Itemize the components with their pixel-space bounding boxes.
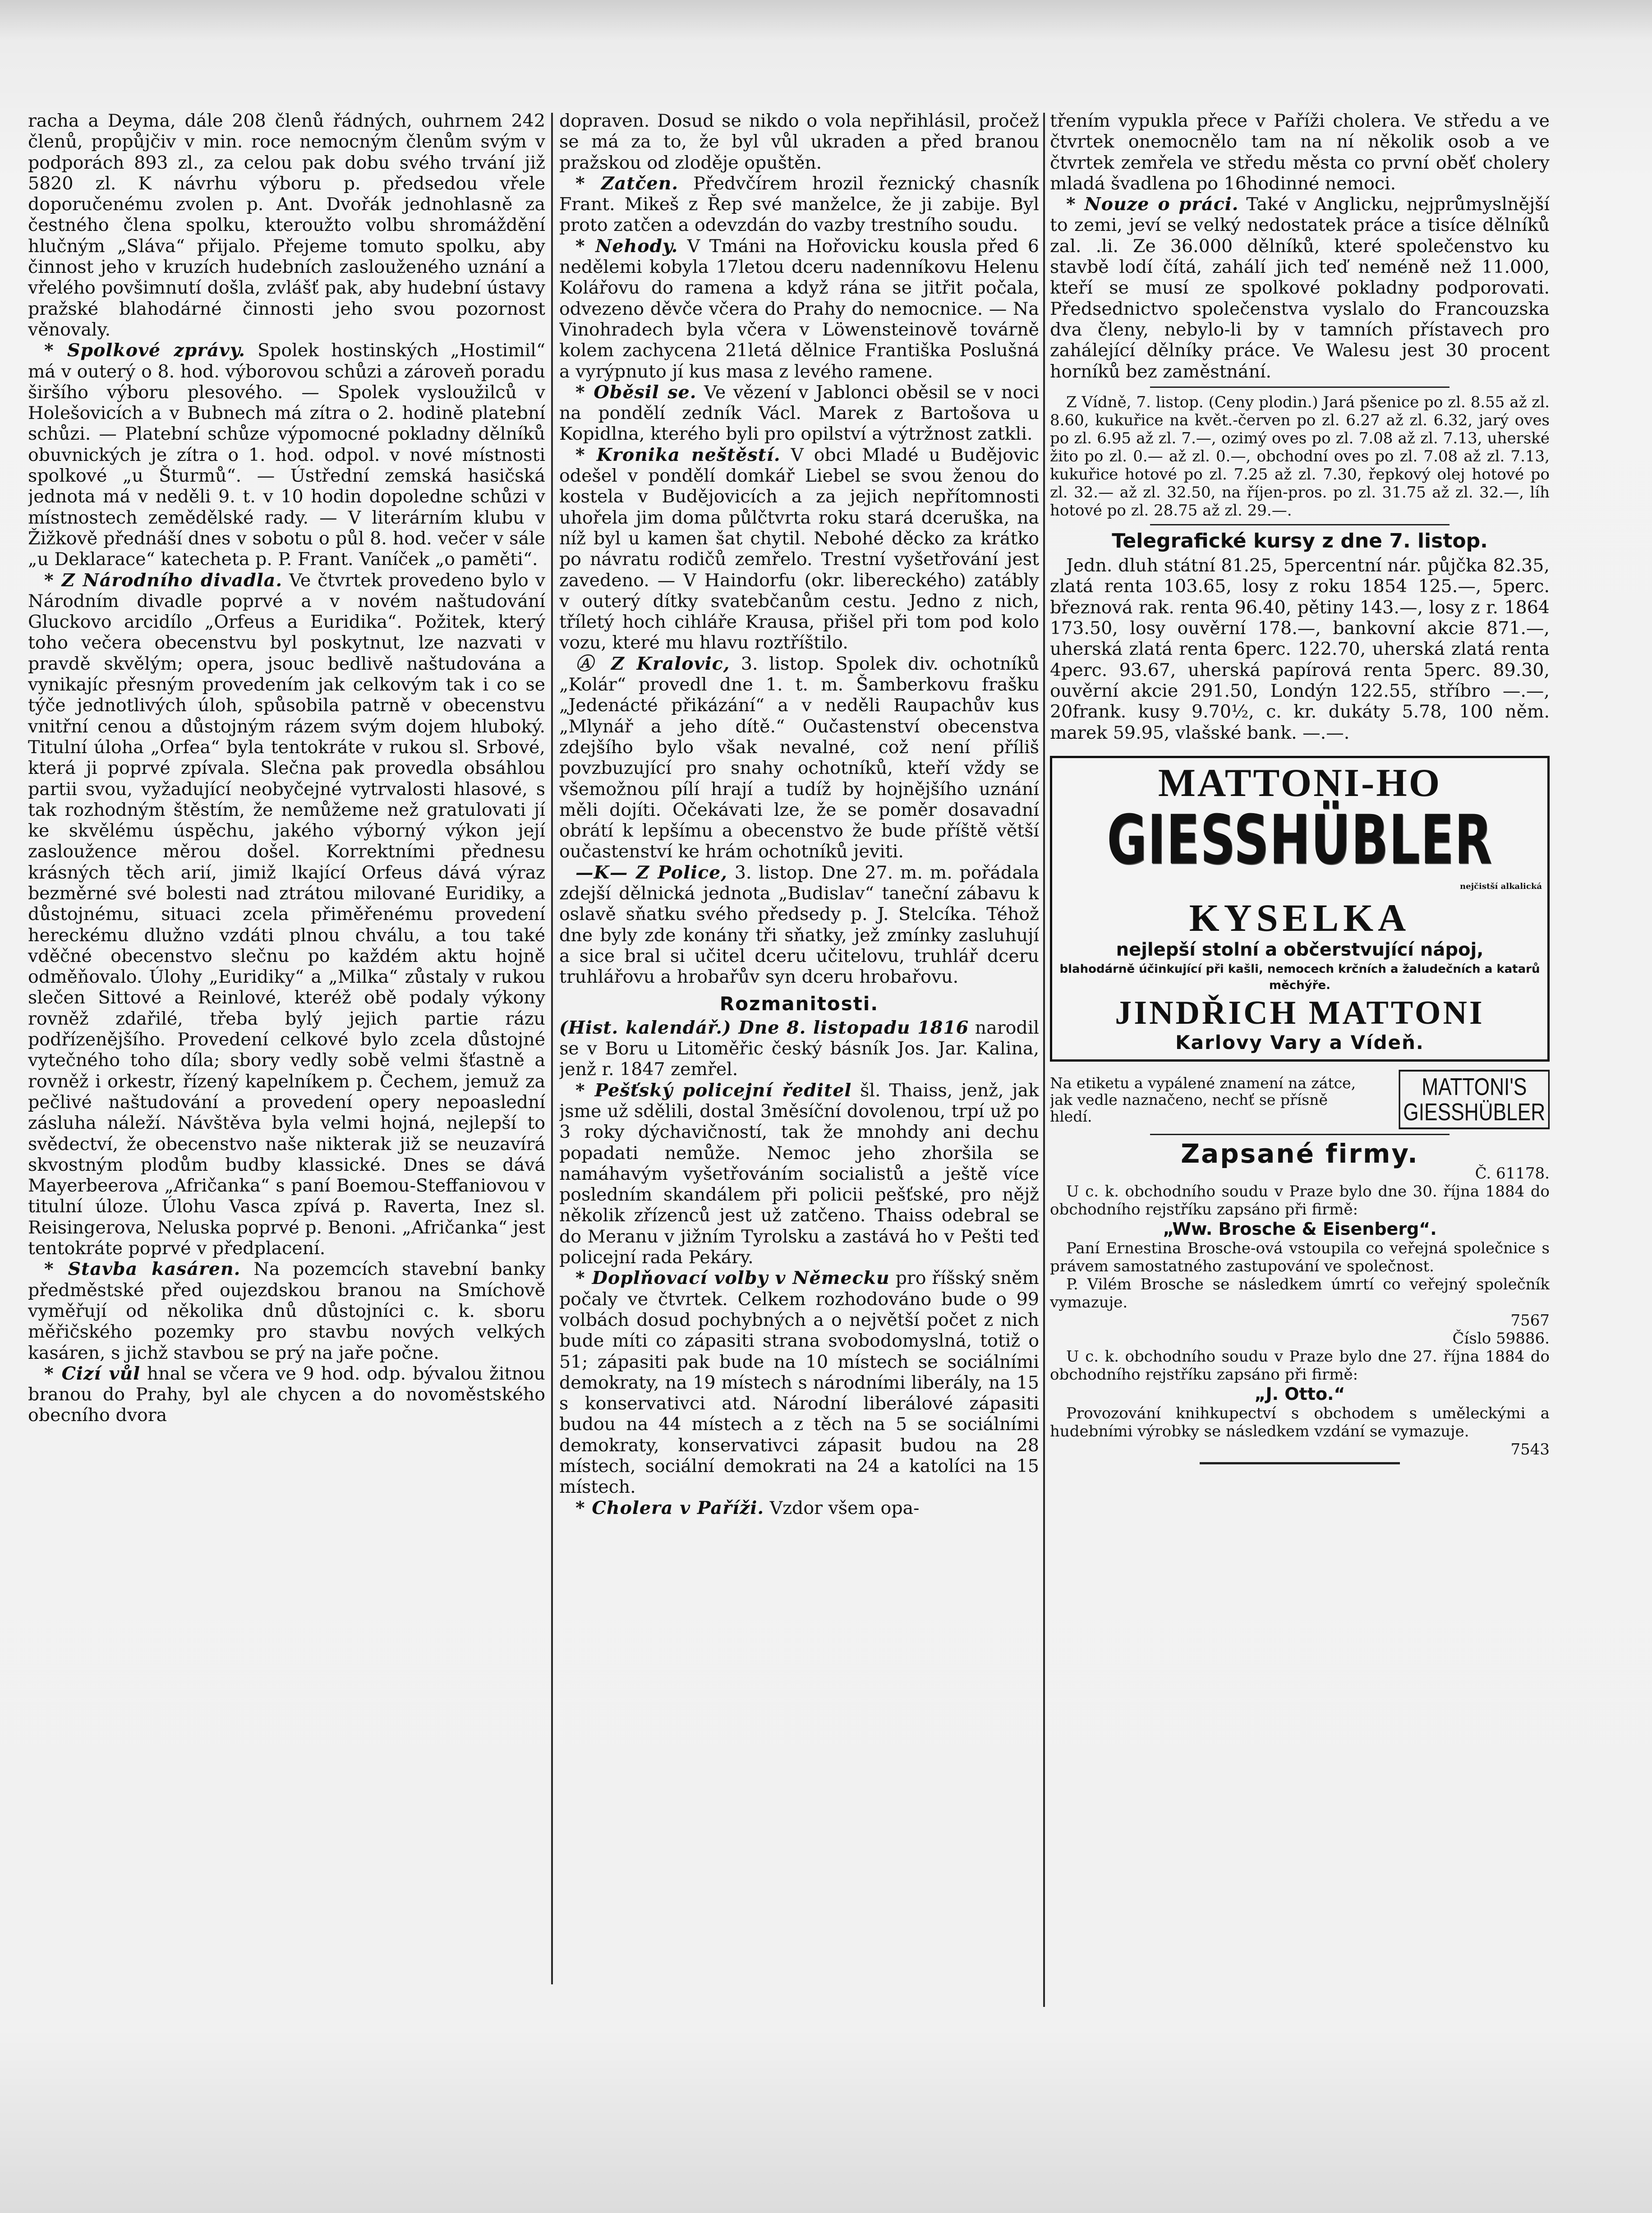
news-item-body: Ve vězení v Jablonci oběsil se v noci na pondělí zedník Václ. Marek z Bartošova u Kopidlna, kterého byli pro opilství a výtržnost zatkli. (559, 382, 1039, 445)
news-item-body: V Tmáni na Hořovicku kousla před 6 nedělemi kobyla 17letou dceru nadenníkovu Helenu Kolářovu do ramena a když rána se jitřit počala, odvezeno děvče včera do Prahy do nemocnice. — Na Vinohradech byla včera v Löwensteinově továrně kolem zachycena 21letá dělnice Františka Poslušná a vyrýpnuto jí kus masa z levého ramene. (559, 235, 1039, 382)
news-item-body: narodil se v Boru u Litoměřic český básník Jos. Jar. Kalina, jenž r. 1847 zemřel. (559, 1017, 1039, 1080)
firm-entry: U c. k. obchodního soudu v Praze bylo dne 30. října 1884 do obchodního rejstříku zapsáno při firmě: (1050, 1182, 1550, 1219)
news-item (559, 445, 1039, 653)
divider (1150, 524, 1450, 525)
news-item-lead: * Stavba kasáren. (44, 1259, 241, 1280)
column-rule (1043, 113, 1045, 2007)
column-rule (551, 113, 553, 1984)
news-item (559, 1268, 1039, 1497)
news-item-body: Předvčírem hrozil řeznický chasník Frant. Mikeš z Řep své manželce, že ji zabije. Byl proto zatčen a odevzdán do vazby trestního soudu. (559, 173, 1039, 236)
ad-owner: JINDŘICH MATTONI (1115, 994, 1485, 1032)
column-2 (559, 110, 1039, 2122)
news-item-lead: Ⓐ Z Kralovic, (575, 653, 730, 674)
news-item-lead: * Z Národního divadla. (44, 570, 283, 591)
news-item-body: Na pozemcích stavební banky předměstské před oujezdskou branou na Smíchově vyměřují od několika dnů důstojníci c. k. sboru měřičského pozemky pro stavbu nových velkých kasáren, s jichž stavbou se prý na jaře počne. (28, 1259, 545, 1363)
news-item-body: Vzdor všem opa- (769, 1497, 920, 1518)
news-item (559, 1017, 1039, 1080)
firm-name: „J. Otto.“ (1254, 1384, 1345, 1404)
label-box (1399, 1070, 1550, 1129)
firm-name: „Ww. Brosche & Eisenberg“. (1163, 1219, 1437, 1239)
section-heading: Rozmanitosti. (719, 993, 879, 1015)
news-item (28, 1259, 545, 1363)
ad-brand-top: MATTONI-HO (1158, 761, 1442, 805)
firm-code: 7543 (1510, 1440, 1550, 1459)
news-item-body: Také v Anglicku, nejprůmyslnější to zemi, jeví se velký nedostatek práce a tisíce dělníků zal. .li. Ze 36.000 dělníků, které společenstvo ku stavbě lodí čítá, zahálí jich teď neméně než 11.000, kteří se musí ze spolkové pokladny podporovati. Předsednictvo společenstva vyslalo do Francouzska dva členy, nebylo-li by v tamních přístavech pro zahálející dělníky práce. Ve Walesu jest 30 procent horníků bez zaměstnání. (1050, 194, 1550, 382)
ad-description: blahodárně účinkující při kašli, nemocech krčních a žaludečních a katarů měchýře. (1059, 962, 1540, 993)
news-item (28, 570, 545, 1259)
news-item-lead: * Pešťský policejní ředitel (575, 1080, 852, 1101)
news-item-lead: * Cholera v Paříži. (575, 1497, 764, 1518)
divider (1150, 1134, 1450, 1135)
label-notice (1050, 1070, 1550, 1129)
divider (1150, 386, 1450, 388)
news-item (559, 1498, 1039, 1518)
news-item-lead: —K— Z Police, (575, 862, 728, 883)
news-item-lead: * Kronika neštěstí. (575, 444, 781, 465)
news-item (28, 1363, 545, 1426)
telegraph-title: Telegrafické kursy z dne 7. listop. (1112, 529, 1488, 552)
news-item-lead: * Zatčen. (575, 173, 679, 194)
mattoni-advertisement (1050, 756, 1550, 1062)
ad-city: Karlovy Vary a Vídeň. (1175, 1031, 1424, 1054)
news-item (1050, 194, 1550, 382)
news-item-body: třením vypukla přece v Paříži cholera. Ve středu a ve čtvrtek onemocnělo tam na ní několik osob a ve čtvrtek zemřela ve středu města co první oběť cholery mladá švadlena po 16hodinné nemoci. (1050, 110, 1550, 194)
column-3 (1050, 110, 1550, 2122)
news-item-lead: * Spolkové zprávy. (44, 340, 245, 361)
label-box-line1: MATTONI'S (1422, 1073, 1527, 1101)
news-item-lead: * Nouze o práci. (1066, 194, 1239, 215)
news-item-body: hnal se včera ve 9 hod. odp. bývalou žitnou branou do Prahy, byl ale chycen a do novoměstského obecního dvora (28, 1363, 545, 1426)
end-rule (1200, 1462, 1399, 1464)
ad-brand-big: GIESSHÜBLER (1107, 801, 1493, 879)
news-item (559, 110, 1039, 173)
firm-entry: Paní Ernestina Brosche-ová vstoupila co veřejná společnice s právem samostatného zastupování ve společnost. (1050, 1239, 1550, 1276)
news-item-body: Ve čtvrtek provedeno bylo v Národním divadle poprvé a v novém naštudování Gluckovo arcidílo „Orfeus a Euridika“. Požitek, který toho večera obecenstvu byl poskytnut, lze nazvati v pravdě skvělým; opera, jsouc bedlivě naštudována a vynikajíc přesným provedením jak celkovým tak i co se týče jednotlivých úloh, spůsobila patrně v obecenstvu vnitřní cenou a důstojným rázem svým dojem hluboký. Titulní úloha „Orfea“ byla tentokráte v rukou sl. Srbové, která ji poprvé zpívala. Slečna pak provedla obsáhlou partii svou, vyžadující neobyčejné vytrvalosti hlasové, s tak rozhodným štěstím, že nemůžeme než gratulovati jí ke skvělému úspěchu, jakého výborný výkon její zasloužence měrou došel. Korrektními přednesu krásných těch arií, jimiž lkající Orfeus dává výraz bezměrné své bolesti nad ztrátou milované Euridiky, a důstojnému, situaci zcela přiměřenému provedení hereckému dlužno vzdáti plnou chválu, a tou také vděčné obecenstvo slečnu po každém aktu hojně odměňovalo. Úlohy „Euridiky“ a „Milka“ zůstaly v rukou slečen Sittové a Reinlové, kteréž obě podaly výkony rovněž zdařilé, třeba bylý jejich partie rázu podřízenějšího. Provedení celkové bylo zcela důstojné vytečného toho díla; sbory vedly sobě velmi šťastně a rovněž i orkestr, řízený kapelníkem p. Čechem, jemuž za pečlivé naštudování a provedení opery nepoaslední zásluha náleží. Návštěva byla velmi hojná, nejlepší to svědectví, že obecenstvo naše nikterak již se neuzavírá skvostným plodům budby klassické. Dnes se dává Mayerbeerova „Afričanka“ s paní Boemou-Steffaniovou v titulní úloze. Úlohu Vasca zpívá p. Raverta, Inez sl. Reisingerova, Neluska poprvé p. Benoni. „Afričanka“ jest tentokráte poprvé v předplacení. (28, 570, 545, 1259)
news-item-lead: (Hist. kalendář.) Dne 8. listopadu 1816 (559, 1017, 969, 1038)
ad-tiny-note: nejčistší alkalická (1460, 881, 1542, 891)
news-item-body: racha a Deyma, dále 208 členů řádných, ouhrnem 242 členů, propůjčiv v min. roce nemocným členům svým v podporách 893 zl., za celou pak dobu svého trvání již 5820 zl. K návrhu výboru p. předsedou vřele doporučenému zvolen p. Ant. Dvořák jednohlasně za čestného člena spolku, kteroužto volbu shromáždění hlučným „Sláva“ přijalo. Přejeme tomuto spolku, aby činnost jeho v kruzích hudebních zaslouženého uznání a vřelého povšimnutí došla, zvlášť pak, aby hudební ústavy pražské blahodárné činnosti jeho svou pozornost věnovaly. (28, 110, 545, 340)
news-item-lead: * Cizí vůl (44, 1363, 141, 1384)
news-item-body: Spolek hostinských „Hostimil“ má v outerý o 8. hod. výborovou schůzi a zároveň poradu širšího výboru plesového. — Spolek vysloužilců v Holešovicích a v Bubnech má zítra o 2. hodině platební schůzi. — Platební schůze výpomocné pokladny dělníků obuvnických je zítra o 1. hod. odpol. v nové místnosti spolkové „u Šturmů“. — Ústřední zemská hasičská jednota má v neděli 9. t. v 10 hodin dopoledne schůzi v místnostech zemědělské rady. — V literárním klubu v Žižkově přednáší dnes v sobotu o půl 8. hod. večer v sále „u Deklarace“ katecheta p. P. Frant. Vaníček „o paměti“. (28, 340, 545, 570)
firm-entry: Provozování knihkupectví s obchodem s uměleckými a hudebními výrobky se následkem vzdání se vymazuje. (1050, 1404, 1550, 1441)
news-item (28, 340, 545, 570)
news-item (559, 236, 1039, 382)
news-item-body: V obci Mladé u Budějovic odešel v pondělí domkář Liebel se svou ženou do kostela v Budějovicích a za jejich nepřítomnosti uhořela jim doma půlčtvrta roku stará dceruška, na níž byl u kamen šat chytil. Nebohé děcko za krátko po návratu rodičů zemřelo. Trestní vyšetřování jest zavedeno. — V Haindorfu (okr. libereckého) zatábly v outerý dítky svatebčanům cestu. Jedno z nich, tříletý hoch cihláře Krausa, přišel při tom pod kolo vozu, které mu hlavu roztříštilo. (559, 444, 1039, 653)
news-item (559, 653, 1039, 862)
news-item-lead: * Doplňovací volby v Německu (575, 1268, 890, 1289)
news-item-body: 3. listop. Dne 27. m. m. pořádala zdejší dělnická jednota „Budislav“ taneční zábavu k oslavě sňatku svého předsedy p. J. Stelcíka. Téhož dne byly zde konány tři sňatky, jež zmínky zasluhují a sice bral si učitel dceru učitelovu, truhlář dceru truhlářovu a hrobařův syn dceru hrobařovu. (559, 862, 1039, 988)
news-item (1050, 110, 1550, 194)
news-item-body: šl. Thaiss, jenž, jak jsme už sdělili, dostal 3měsíční dovolenou, trpí už po 3 roky dýchavičností, tak že mnohdy ani dechu popadati nemůže. Nemoc jeho zhoršila se namáhavým vyšetřováním socialistů a ještě více posledním skandálem při policii pešťské, pro nějž několik zřízenců jest už zatčeno. Thaiss odebral se do Meranu v jižním Tyrolsku a zastává ho v Pešti teď policejní rada Pekáry. (559, 1080, 1039, 1268)
news-item-body: 3. listop. Spolek div. ochotníků „Kolár“ provedl dne 1. t. m. Šamberkovu frašku „Jedenácté přikázání“ a v neděli Raupachův kus „Mlynář a jeho dítě.“ Oučastenství obecenstva zdejšího bylo však nevalné, což není příliš povzbuzující pro snahy ochotníků, kteří vždy se všemožnou pílí hrají a tudíž by hojnějšího uznání měli dojíti. Očekávati lze, že se poměr dosavadní obrátí k lepšímu a obecenstvo že bude příště větší oučastenství ke hrám ochotníků jeviti. (559, 653, 1039, 862)
news-item-lead: * Nehody. (575, 235, 678, 257)
firms-title: Zapsané firmy. (1181, 1138, 1419, 1169)
telegraph-rates: Jedn. dluh státní 81.25, 5percentní nár. půjčka 82.35, zlatá renta 103.65, losy z roku 1854 125.—, 5perc. březnová rak. renta 96.40, pětiny 143.—, losy z r. 1864 173.50, losy ouvěrní 178.—, bankovní akcie 871.—, uherská zlatá renta 6perc. 122.70, uherská zlatá renta 4perc. 93.67, uherská papírová renta 5perc. 89.30, ouvěrní akcie 291.50, Londýn 122.55, stříbro —.—, 20frank. kusy 9.70½, c. kr. dukáty 5.78, 100 něm. marek 59.95, vlašské bank. —.—. (1050, 555, 1550, 743)
news-item (28, 110, 545, 340)
firm-entry: P. Vilém Brosche se následkem úmrtí co veřejný společník vymazuje. (1050, 1275, 1550, 1312)
news-item (559, 1080, 1039, 1268)
column-1 (28, 110, 545, 2122)
ad-product: KYSELKA (1189, 896, 1411, 940)
news-item (559, 173, 1039, 236)
news-item (559, 862, 1039, 988)
label-notice-text: Na etiketu a vypálené znamení na zátce, jak vedle naznačeno, nechť se přísně hledí. (1050, 1074, 1356, 1125)
firm-code: 7567 (1510, 1311, 1550, 1330)
news-item-body: dopraven. Dosud se nikdo o vola nepřihlásil, pročež se má za to, že byl vůl ukraden a před branou pražskou od zloděje opuštěn. (559, 110, 1039, 173)
firm-number: Číslo 59886. (1452, 1330, 1550, 1348)
label-box-line2: GIESSHÜBLER (1403, 1099, 1546, 1126)
firm-number: Č. 61178. (1475, 1164, 1550, 1182)
news-continued (1050, 110, 1550, 382)
news-item-lead: * Oběsil se. (575, 382, 697, 403)
firm-entry: U c. k. obchodního soudu v Praze bylo dne 27. října 1884 do obchodního rejstříku zapsáno při firmě: (1050, 1348, 1550, 1384)
news-item (559, 382, 1039, 445)
market-prices: Z Vídně, 7. listop. (Ceny plodin.) Jará pšenice po zl. 8.55 až zl. 8.60, kukuřice na květ.-červen po zl. 6.27 až zl. 6.32, jarý oves po zl. 6.95 až zl. 7.—, ozimý oves po zl. 7.08 až zl. 7.13, uherské žito po zl. 0.— až zl. 0.—, obchodní oves po zl. 7.08 až zl. 7.13, kukuřice hotové po zl. 7.25 až zl. 7.30, řepkový olej hotové po zl. 32.— až zl. 32.50, na říjen-pros. po zl. 31.75 až zl. 32.—, líh hotové po zl. 28.75 až zl. 29.—. (1050, 393, 1550, 520)
news-item-body: pro říšský sněm počaly ve čtvrtek. Celkem rozhodováno bude o 99 volbách dosud pochybných a o největší počet z nich bude míti co zápasiti strana svobodomyslná, totiž o 51; zápasiti pak bude na 10 místech se sociálními demokraty, na 19 místech s národními liberály, na 15 s konservativci atd. Národní liberálové zápasiti budou na 44 místech a z těch na 5 se sociálními demokraty, konservativci zápasit budou na 28 místech, sociální demokrati na 24 a katolíci na 15 místech. (559, 1268, 1039, 1498)
ad-slogan: nejlepší stolní a občerstvující nápoj, (1116, 939, 1484, 961)
